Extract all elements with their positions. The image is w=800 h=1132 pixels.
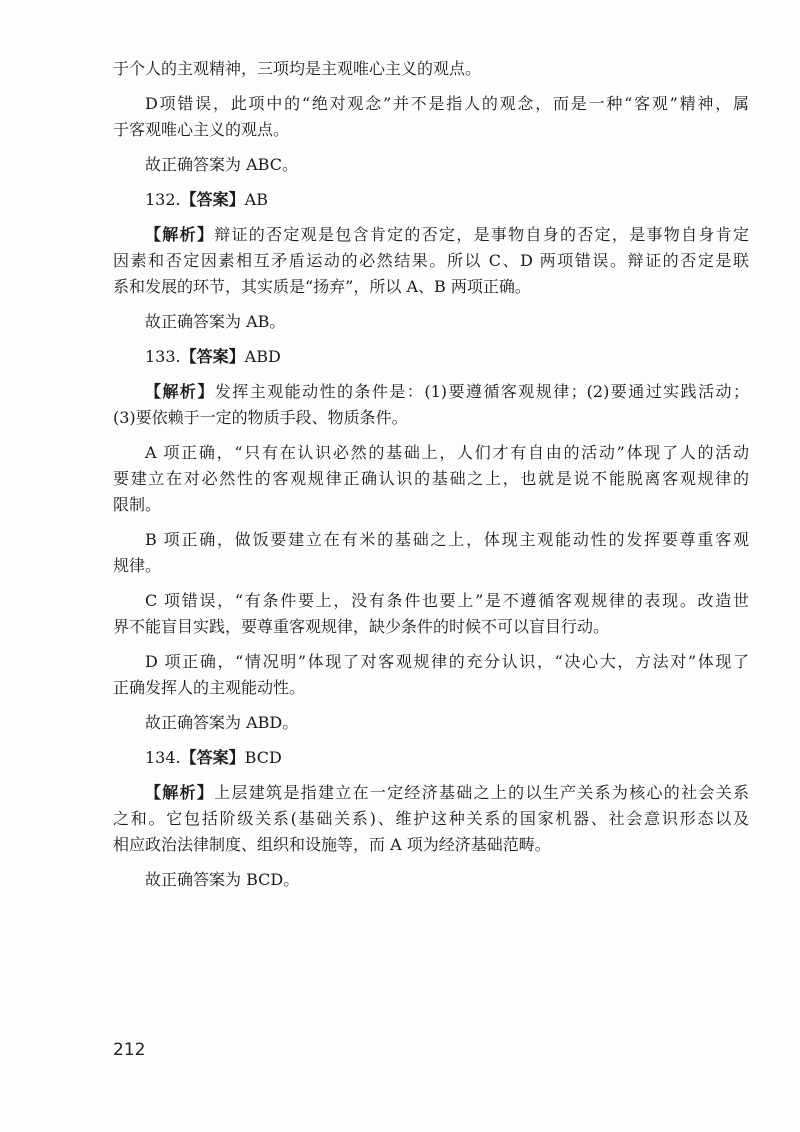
- section-label: 【答案】: [180, 347, 245, 366]
- line-text: 辩证的否定观是包含肯定的否定，是事物自身的否定，是事物自身肯定: [214, 225, 749, 244]
- text-line: [113, 152, 749, 178]
- line-text: 于客观唯心主义的观点。: [113, 120, 290, 139]
- text-line: [113, 379, 749, 405]
- text-line: [113, 187, 749, 213]
- text-line: [113, 832, 749, 858]
- text-line: [113, 274, 749, 300]
- text-line: [113, 440, 749, 466]
- text-line: [113, 466, 749, 492]
- line-text: ABD: [244, 347, 281, 366]
- text-line: [113, 780, 749, 806]
- section-label: 【解析】: [145, 225, 215, 244]
- line-text: 故正确答案为 ABD。: [145, 713, 299, 732]
- section-label: 【答案】: [180, 190, 245, 209]
- text-line: [113, 867, 749, 893]
- text-line: [113, 527, 749, 553]
- section-label: 【答案】: [180, 748, 245, 767]
- text-line: [113, 309, 749, 335]
- line-text: C 项错误，“有条件要上，没有条件也要上”是不遵循客观规律的表现。改造世: [145, 591, 749, 610]
- line-text: 正确发挥人的主观能动性。: [113, 678, 306, 697]
- text-line: [113, 588, 749, 614]
- line-text: 于个人的主观精神，三项均是主观唯心主义的观点。: [113, 59, 482, 78]
- line-text: 上层建筑是指建立在一定经济基础之上的以生产关系为核心的社会关系: [214, 783, 749, 802]
- line-text: BCD: [244, 748, 282, 767]
- question-number: 132.: [145, 190, 181, 209]
- section-label: 【解析】: [145, 783, 215, 802]
- line-text: 故正确答案为 AB。: [145, 312, 286, 331]
- question-number: 133.: [145, 347, 181, 366]
- line-text: B 项正确，做饭要建立在有米的基础之上，体现主观能动性的发挥要尊重客观: [145, 530, 749, 549]
- text-line: [113, 405, 749, 431]
- text-line: [113, 806, 749, 832]
- line-text: 相应政治法律制度、组织和设施等，而 A 项为经济基础范畴。: [113, 835, 551, 854]
- line-text: (3)要依赖于一定的物质手段、物质条件。: [113, 408, 408, 427]
- text-line: [113, 710, 749, 736]
- text-line: [113, 553, 749, 579]
- page-number: 212: [113, 1040, 146, 1060]
- line-text: 发挥主观能动性的条件是：(1)要遵循客观规律；(2)要通过实践活动；: [214, 382, 749, 401]
- line-text: D 项正确，“情况明”体现了对客观规律的充分认识，“决心大，方法对”体现了: [145, 652, 749, 671]
- text-line: [113, 492, 749, 518]
- text-line: [113, 222, 749, 248]
- line-text: 故正确答案为 ABC。: [145, 155, 298, 174]
- text-line: [113, 675, 749, 701]
- line-text: 因素和否定因素相互矛盾运动的必然结果。所以 C、D 两项错误。辩证的否定是联: [113, 251, 749, 270]
- text-line: [113, 91, 749, 117]
- line-text: 规律。: [113, 556, 162, 575]
- line-text: AB: [244, 190, 268, 209]
- text-line: [113, 248, 749, 274]
- text-line: [113, 649, 749, 675]
- line-text: D项错误，此项中的“绝对观念”并不是指人的观念，而是一种“客观”精神，属: [145, 94, 749, 113]
- line-text: 系和发展的环节，其实质是“扬弃”，所以 A、B 两项正确。: [113, 277, 531, 296]
- text-line: [113, 344, 749, 370]
- text-line: [113, 117, 749, 143]
- question-number: 134.: [145, 748, 181, 767]
- text-line: [113, 56, 749, 82]
- section-label: 【解析】: [145, 382, 215, 401]
- page-body: [113, 56, 749, 893]
- line-text: 界不能盲目实践，要尊重客观规律，缺少条件的时候不可以盲目行动。: [113, 617, 610, 636]
- line-text: 要建立在对必然性的客观规律正确认识的基础之上，也就是说不能脱离客观规律的: [113, 469, 749, 488]
- text-line: [113, 614, 749, 640]
- text-line: [113, 745, 749, 771]
- line-text: 限制。: [113, 495, 162, 514]
- line-text: 故正确答案为 BCD。: [145, 870, 300, 889]
- line-text: A 项正确，“只有在认识必然的基础上，人们才有自由的活动”体现了人的活动: [145, 443, 749, 462]
- line-text: 之和。它包括阶级关系(基础关系)、维护这种关系的国家机器、社会意识形态以及: [113, 809, 749, 828]
